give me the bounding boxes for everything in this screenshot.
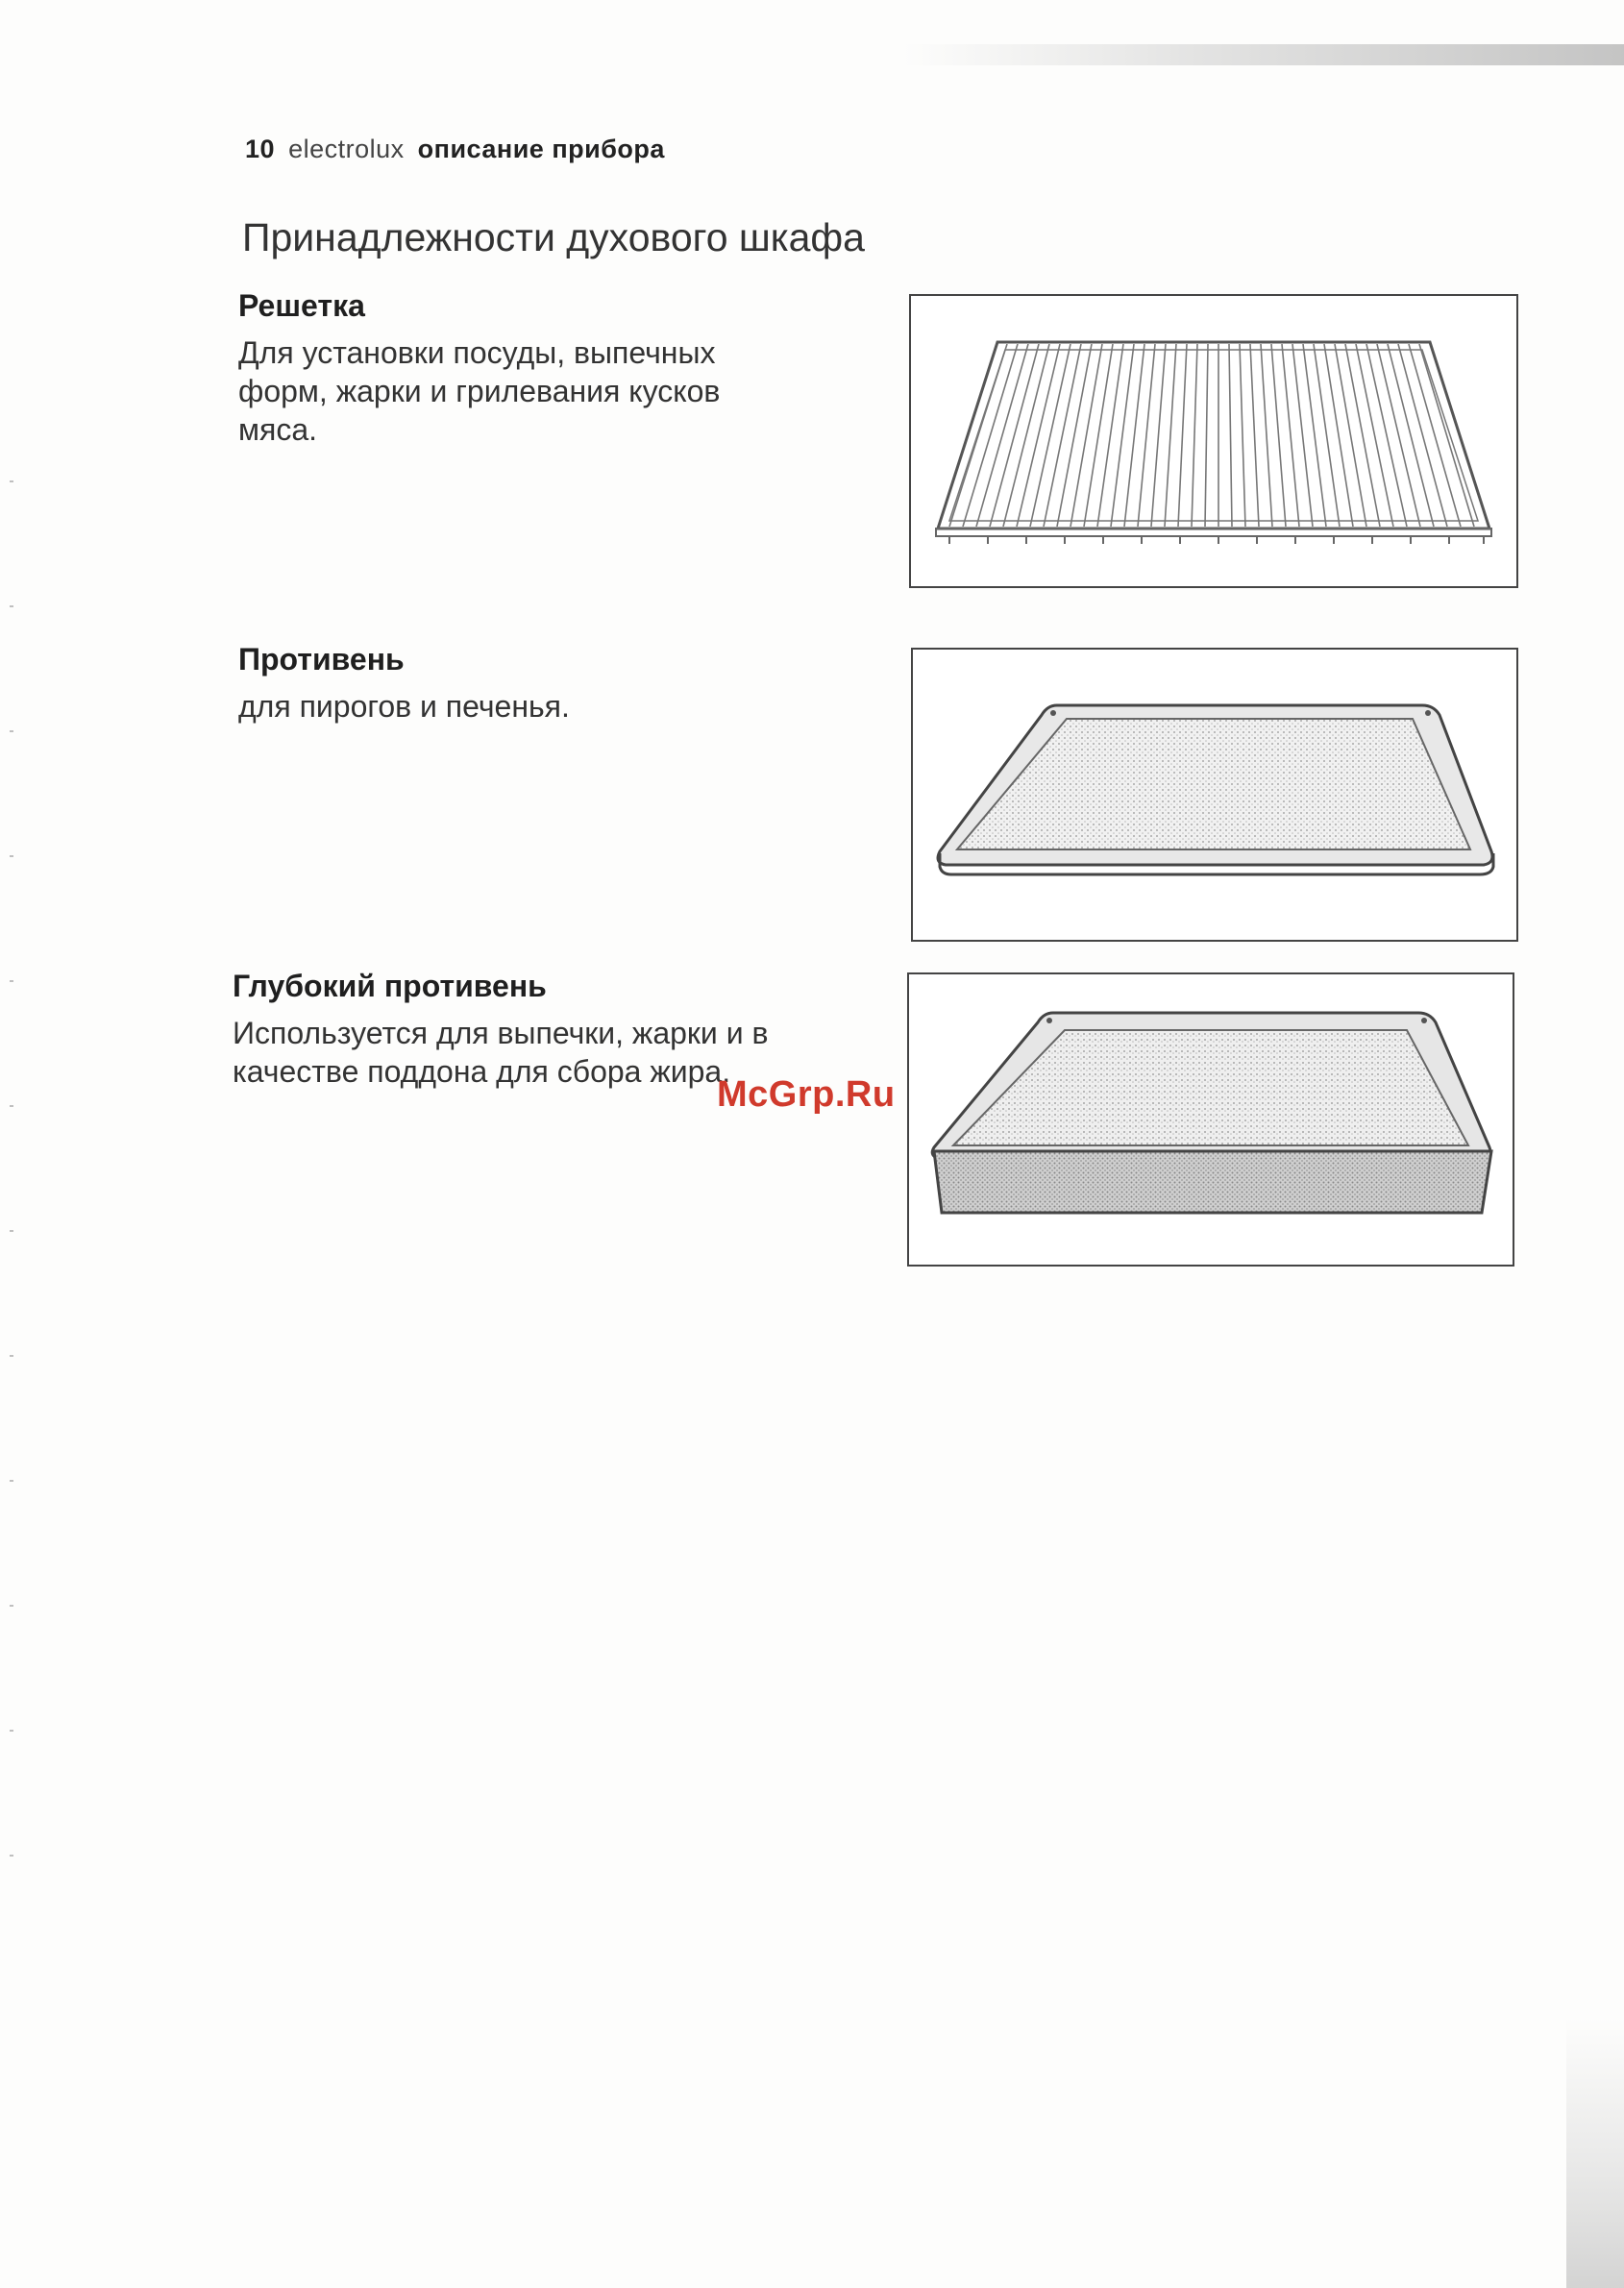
scan-margin-marks [10,480,13,1922]
scan-noise-top [903,44,1624,65]
rack-illustration [909,294,1518,588]
brand-name: electrolux [288,135,405,163]
accessory-deep-tray [233,969,848,1091]
watermark: McGrp.Ru [717,1074,896,1115]
scan-noise-right [1566,2018,1624,2288]
page-title: Принадлежности духового шкафа [242,215,865,259]
accessory-description: для пирогов и печенья. [238,689,570,724]
accessory-heading: Глубокий противень [233,969,547,1003]
accessory-rack [238,288,853,449]
accessory-description: Для установки посуды, выпечных форм, жарки и грилевания кусков мяса. [238,335,721,447]
accessory-description: Используется для выпечки, жарки и в качестве поддона для сбора жира. [233,1016,769,1089]
accessory-heading: Противень [238,642,405,677]
deep-tray-illustration [907,972,1514,1267]
deep-tray-icon [909,974,1513,1265]
section-name: описание прибора [417,135,665,163]
running-header [245,135,665,164]
wire-rack-icon [911,296,1516,586]
accessory-heading: Решетка [238,288,365,323]
accessory-tray [238,642,853,726]
baking-tray-icon [913,650,1516,940]
page-number: 10 [245,135,276,163]
tray-illustration [911,648,1518,942]
